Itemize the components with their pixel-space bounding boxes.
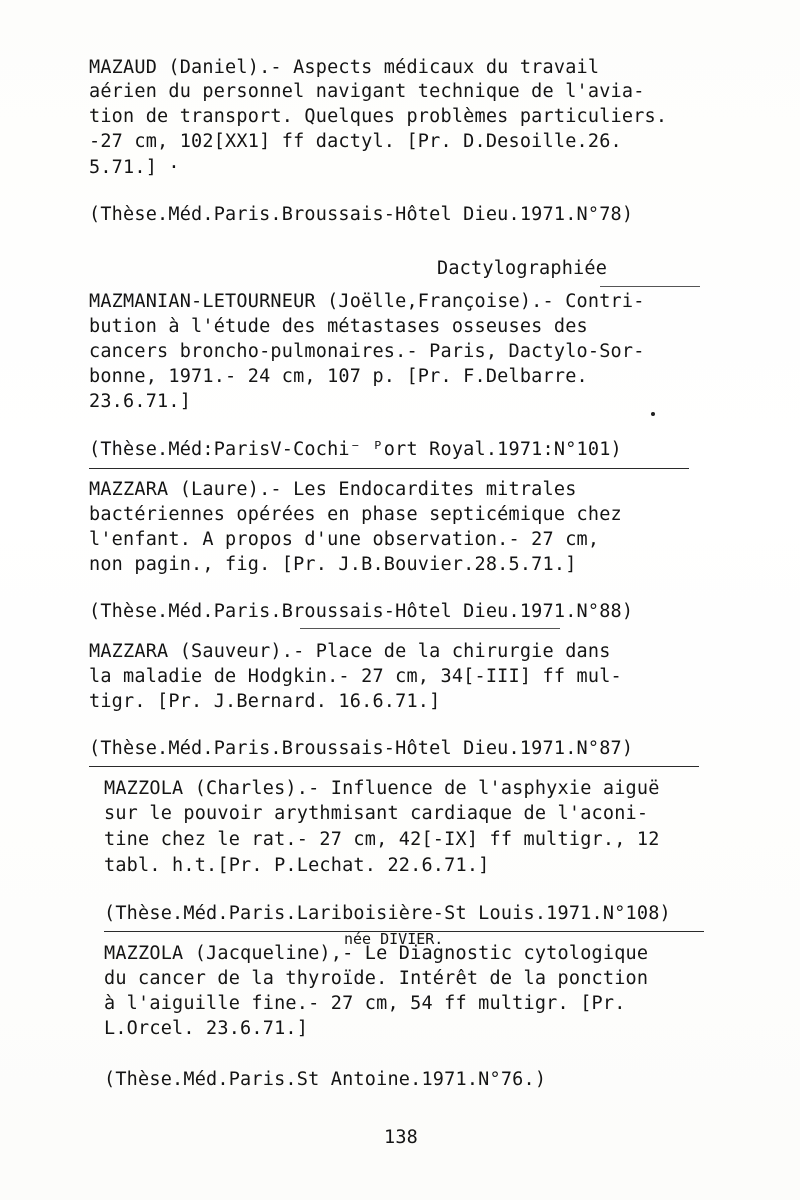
entry-line: sur le pouvoir arythmisant cardiaque de l'aconi- [104,803,649,824]
entry-line: 23.6.71.] [89,391,192,412]
ink-mark [651,412,655,416]
entry-line: l'enfant. A propos d'une observation.- 27 cm, [89,529,600,550]
thesis-line: (Thèse.Méd.Paris.Broussais-Hôtel Dieu.1971.N°88) [89,601,634,622]
entry-line: MAZAUD (Daniel).- Aspects médicaux du travail [89,57,600,78]
entry-line: tabl. h.t.[Pr. P.Lechat. 22.6.71.] [104,855,490,876]
divider [89,766,699,767]
entry-line: bution à l'étude des métastases osseuses des [89,316,588,337]
entry-line: aérien du personnel navigant technique de l'avia- [89,81,645,102]
entry-line: bactériennes opérées en phase septicémique chez [89,504,622,525]
divider [300,628,560,629]
entry-line: la maladie de Hodgkin.- 27 cm, 34[-III] ff mul- [89,666,622,687]
entry-line: MAZZOLA (Jacqueline),- Le Diagnostic cytologique [104,943,649,964]
entry-line: tine chez le rat.- 27 cm, 42[-IX] ff multigr., 12 [104,829,660,850]
entry-line: tigr. [Pr. J.Bernard. 16.6.71.] [89,691,441,712]
entry-line: tion de transport. Quelques problèmes particuliers. [89,106,668,127]
thesis-line: (Thèse.Méd.Paris.Lariboisière-St Louis.1971.N°108) [104,903,671,924]
entry-line: cancers broncho-pulmonaires.- Paris, Dactylo-Sor- [89,341,645,362]
entry-line: MAZMANIAN-LETOURNEUR (Joëlle,Françoise).- Contri- [89,291,645,312]
thesis-line: (Thèse.Méd.Paris.St Antoine.1971.N°76.) [104,1069,547,1090]
thesis-line: (Thèse.Méd:ParisV-Cochi⁻ ᴾort Royal.1971:N°101) [89,439,622,460]
divider [600,286,700,287]
divider [89,468,689,469]
entry-line: MAZZARA (Laure).- Les Endocardites mitrales [89,479,577,500]
entry-line: -27 cm, 102[XX1] ff dactyl. [Pr. D.Desoille.26. [89,131,622,152]
entry-line: bonne, 1971.- 24 cm, 107 p. [Pr. F.Delbarre. [89,366,588,387]
entry-line: MAZZOLA (Charles).- Influence de l'asphyxie aiguë [104,778,660,799]
entry-line: L.Orcel. 23.6.71.] [104,1018,309,1039]
entry-line: MAZZARA (Sauveur).- Place de la chirurgie dans [89,641,611,662]
entry-line: non pagin., fig. [Pr. J.B.Bouvier.28.5.71.] [89,554,577,575]
page-number: 138 [384,1127,419,1148]
entry-line: du cancer de la thyroïde. Intérêt de la ponction [104,968,649,989]
thesis-line: (Thèse.Méd.Paris.Broussais-Hôtel Dieu.1971.N°78) [89,204,634,225]
typescript-note: Dactylographiée [437,258,608,279]
maiden-name-annotation: née DIVIER. [344,930,444,948]
entry-line: à l'aiguille fine.- 27 cm, 54 ff multigr. [Pr. [104,993,626,1014]
thesis-line: (Thèse.Méd.Paris.Broussais-Hôtel Dieu.1971.N°87) [89,738,634,759]
entry-line: 5.71.] · [89,157,180,178]
